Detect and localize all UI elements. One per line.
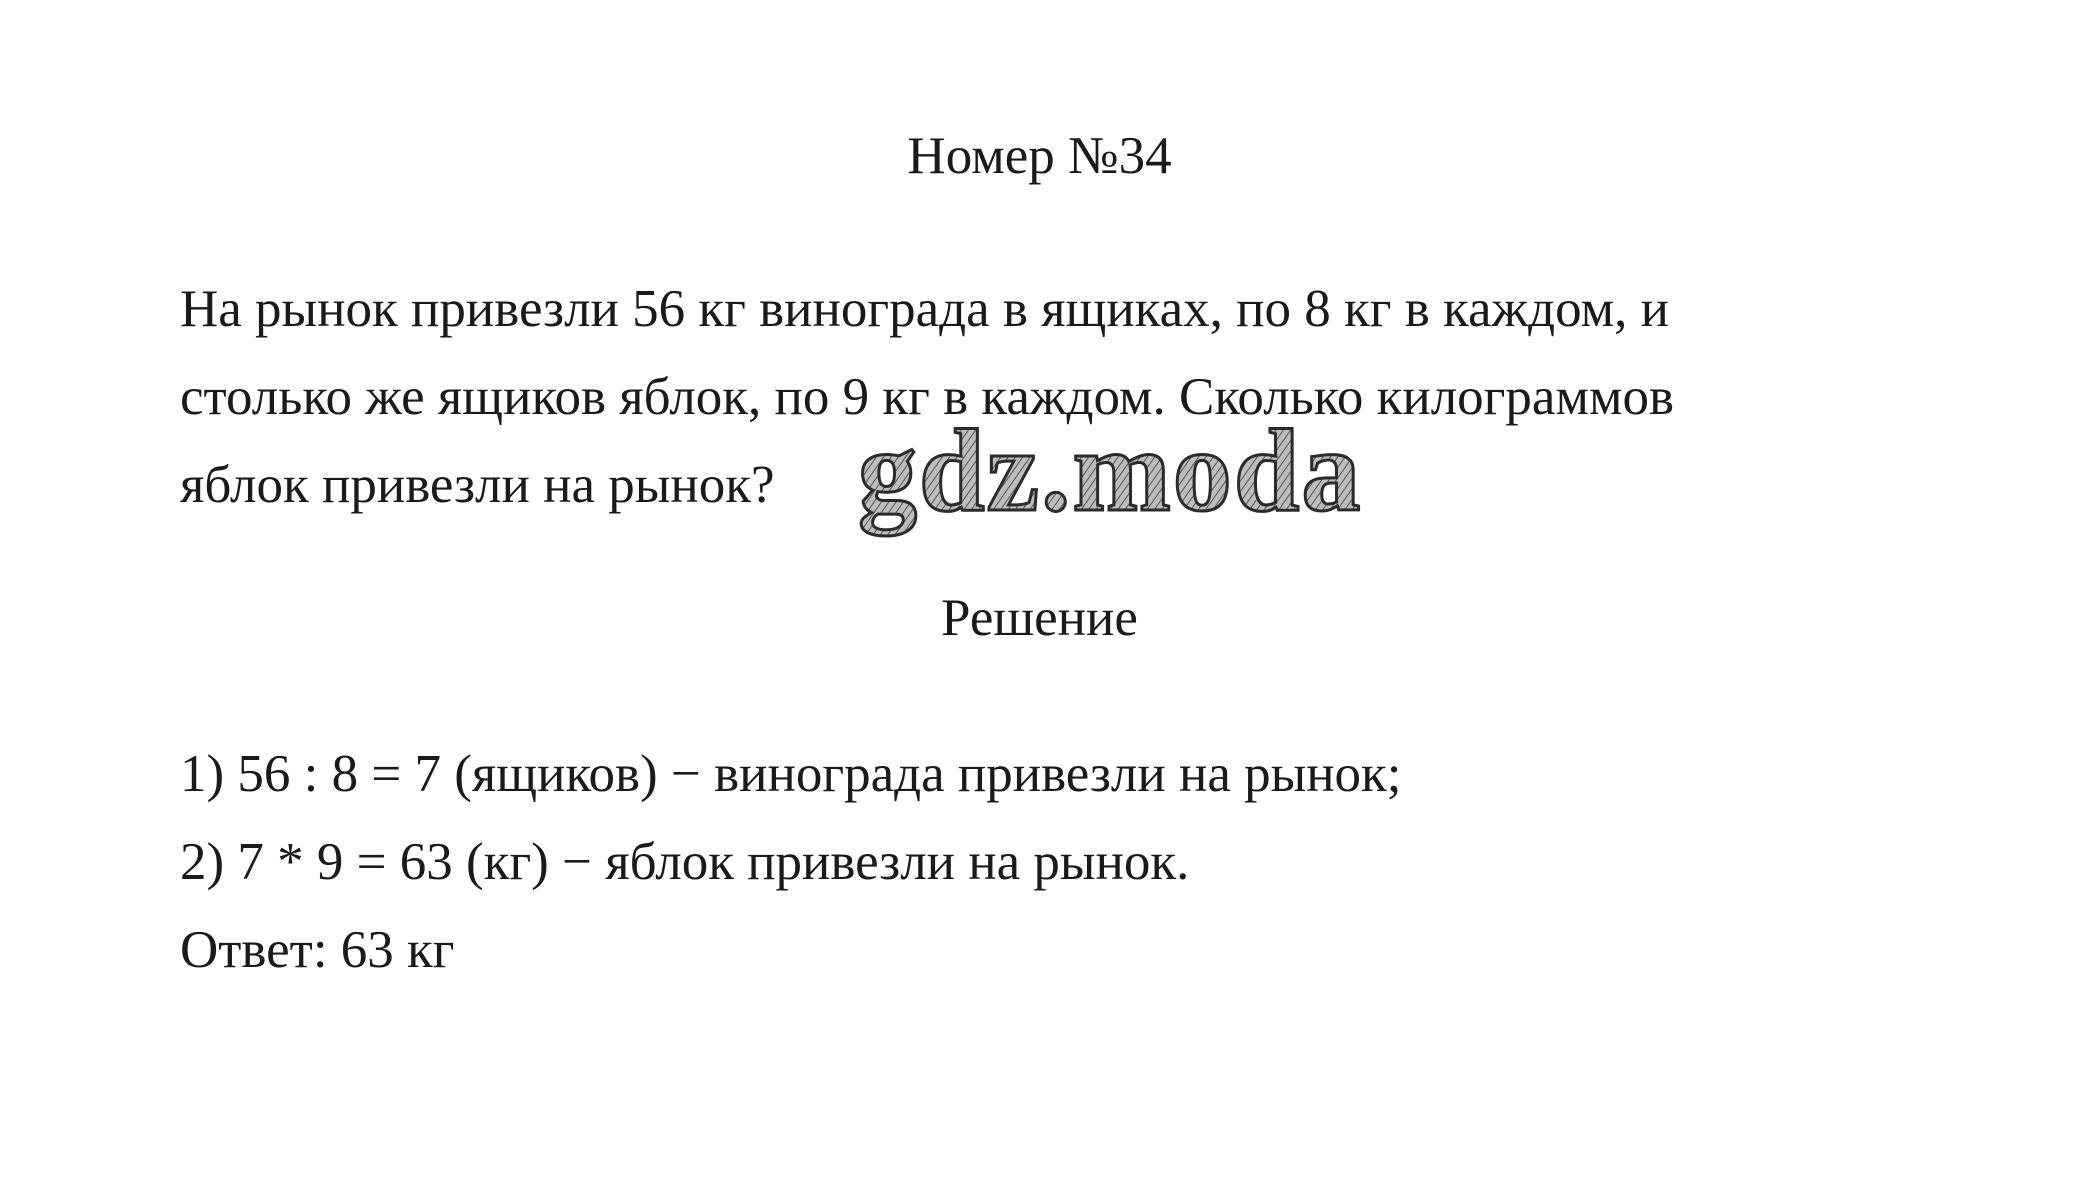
- solution-step: 2) 7 * 9 = 63 (кг) − яблок привезли на рынок.: [180, 833, 1190, 891]
- answer-line: Ответ: 63 кг: [180, 921, 455, 979]
- solution-heading: Решение: [941, 589, 1138, 647]
- watermark-text: gdz.moda: [858, 410, 1363, 536]
- problem-line: яблок привезли на рынок?: [180, 456, 775, 514]
- page-title: Номер №34: [907, 127, 1172, 185]
- solution-body: [180, 730, 1402, 994]
- solution-step: 1) 56 : 8 = 7 (ящиков) − винограда привезли на рынок;: [180, 745, 1402, 803]
- problem-line: На рынок привезли 56 кг винограда в ящиках, по 8 кг в каждом, и: [180, 280, 1669, 338]
- problem-line: столько же ящиков яблок, по 9 кг в каждом. Сколько килограммов: [180, 368, 1675, 426]
- problem-statement: [180, 265, 1674, 529]
